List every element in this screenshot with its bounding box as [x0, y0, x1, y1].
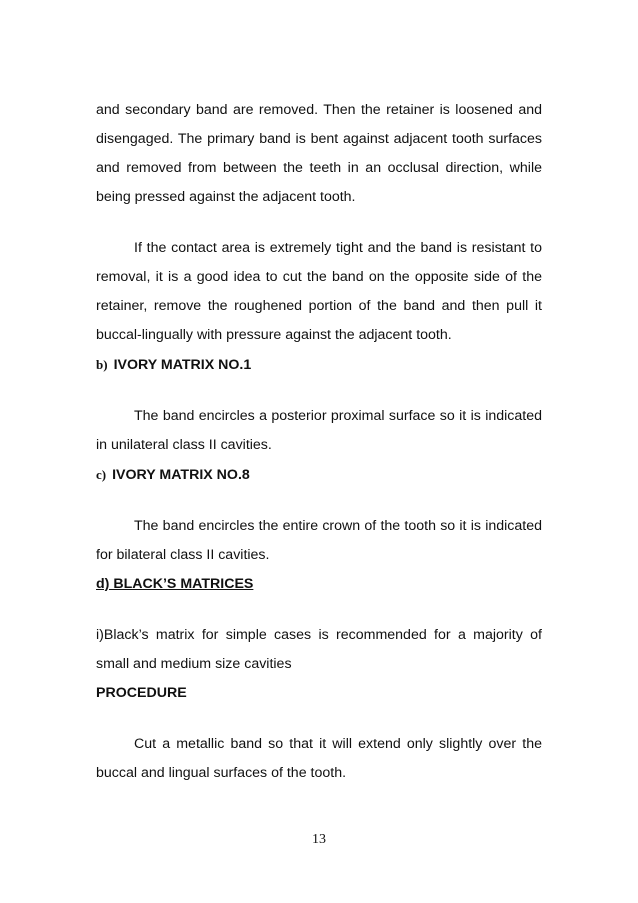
heading-marker-c: c)	[96, 467, 107, 482]
paragraph-tight-contact: If the contact area is extremely tight and the band is resistant to removal, it is a good idea to cut the band on the opposite side of the retainer, remove the roughened portion of the band and then pull it buccal-lingually with pressure against the adjacent tooth.	[96, 240, 542, 343]
heading-ivory-matrix-8	[96, 460, 542, 490]
paragraph-procedure: Cut a metallic band so that it will extend only slightly over the buccal and lingual surfaces of the tooth.	[96, 736, 542, 781]
paragraph-band-removal: and secondary band are removed. Then the retainer is loosened and disengaged. The primary band is bent against adjacent tooth surfaces and removed from between the teeth in an occlusal direction, while being pressed against the adjacent tooth.	[96, 102, 542, 205]
document-body	[96, 96, 542, 788]
paragraph-ivory-8: The band encircles the entire crown of the tooth so it is indicated for bilateral class II cavities.	[96, 518, 542, 563]
heading-title-ivory-1: IVORY MATRIX NO.1	[113, 357, 252, 373]
paragraph-ivory-1: The band encircles a posterior proximal surface so it is indicated in unilateral class II cavities.	[96, 408, 542, 453]
page-number: 13	[312, 832, 326, 847]
heading-blacks-matrices: d) BLACK’S MATRICES	[96, 576, 254, 592]
heading-procedure: PROCEDURE	[96, 685, 187, 701]
paragraph-blacks-matrix: i)Black’s matrix for simple cases is recommended for a majority of small and medium size cavities	[96, 627, 542, 672]
heading-marker-b: b)	[96, 357, 108, 372]
heading-ivory-matrix-1	[96, 350, 542, 380]
heading-title-ivory-8: IVORY MATRIX NO.8	[112, 467, 250, 483]
